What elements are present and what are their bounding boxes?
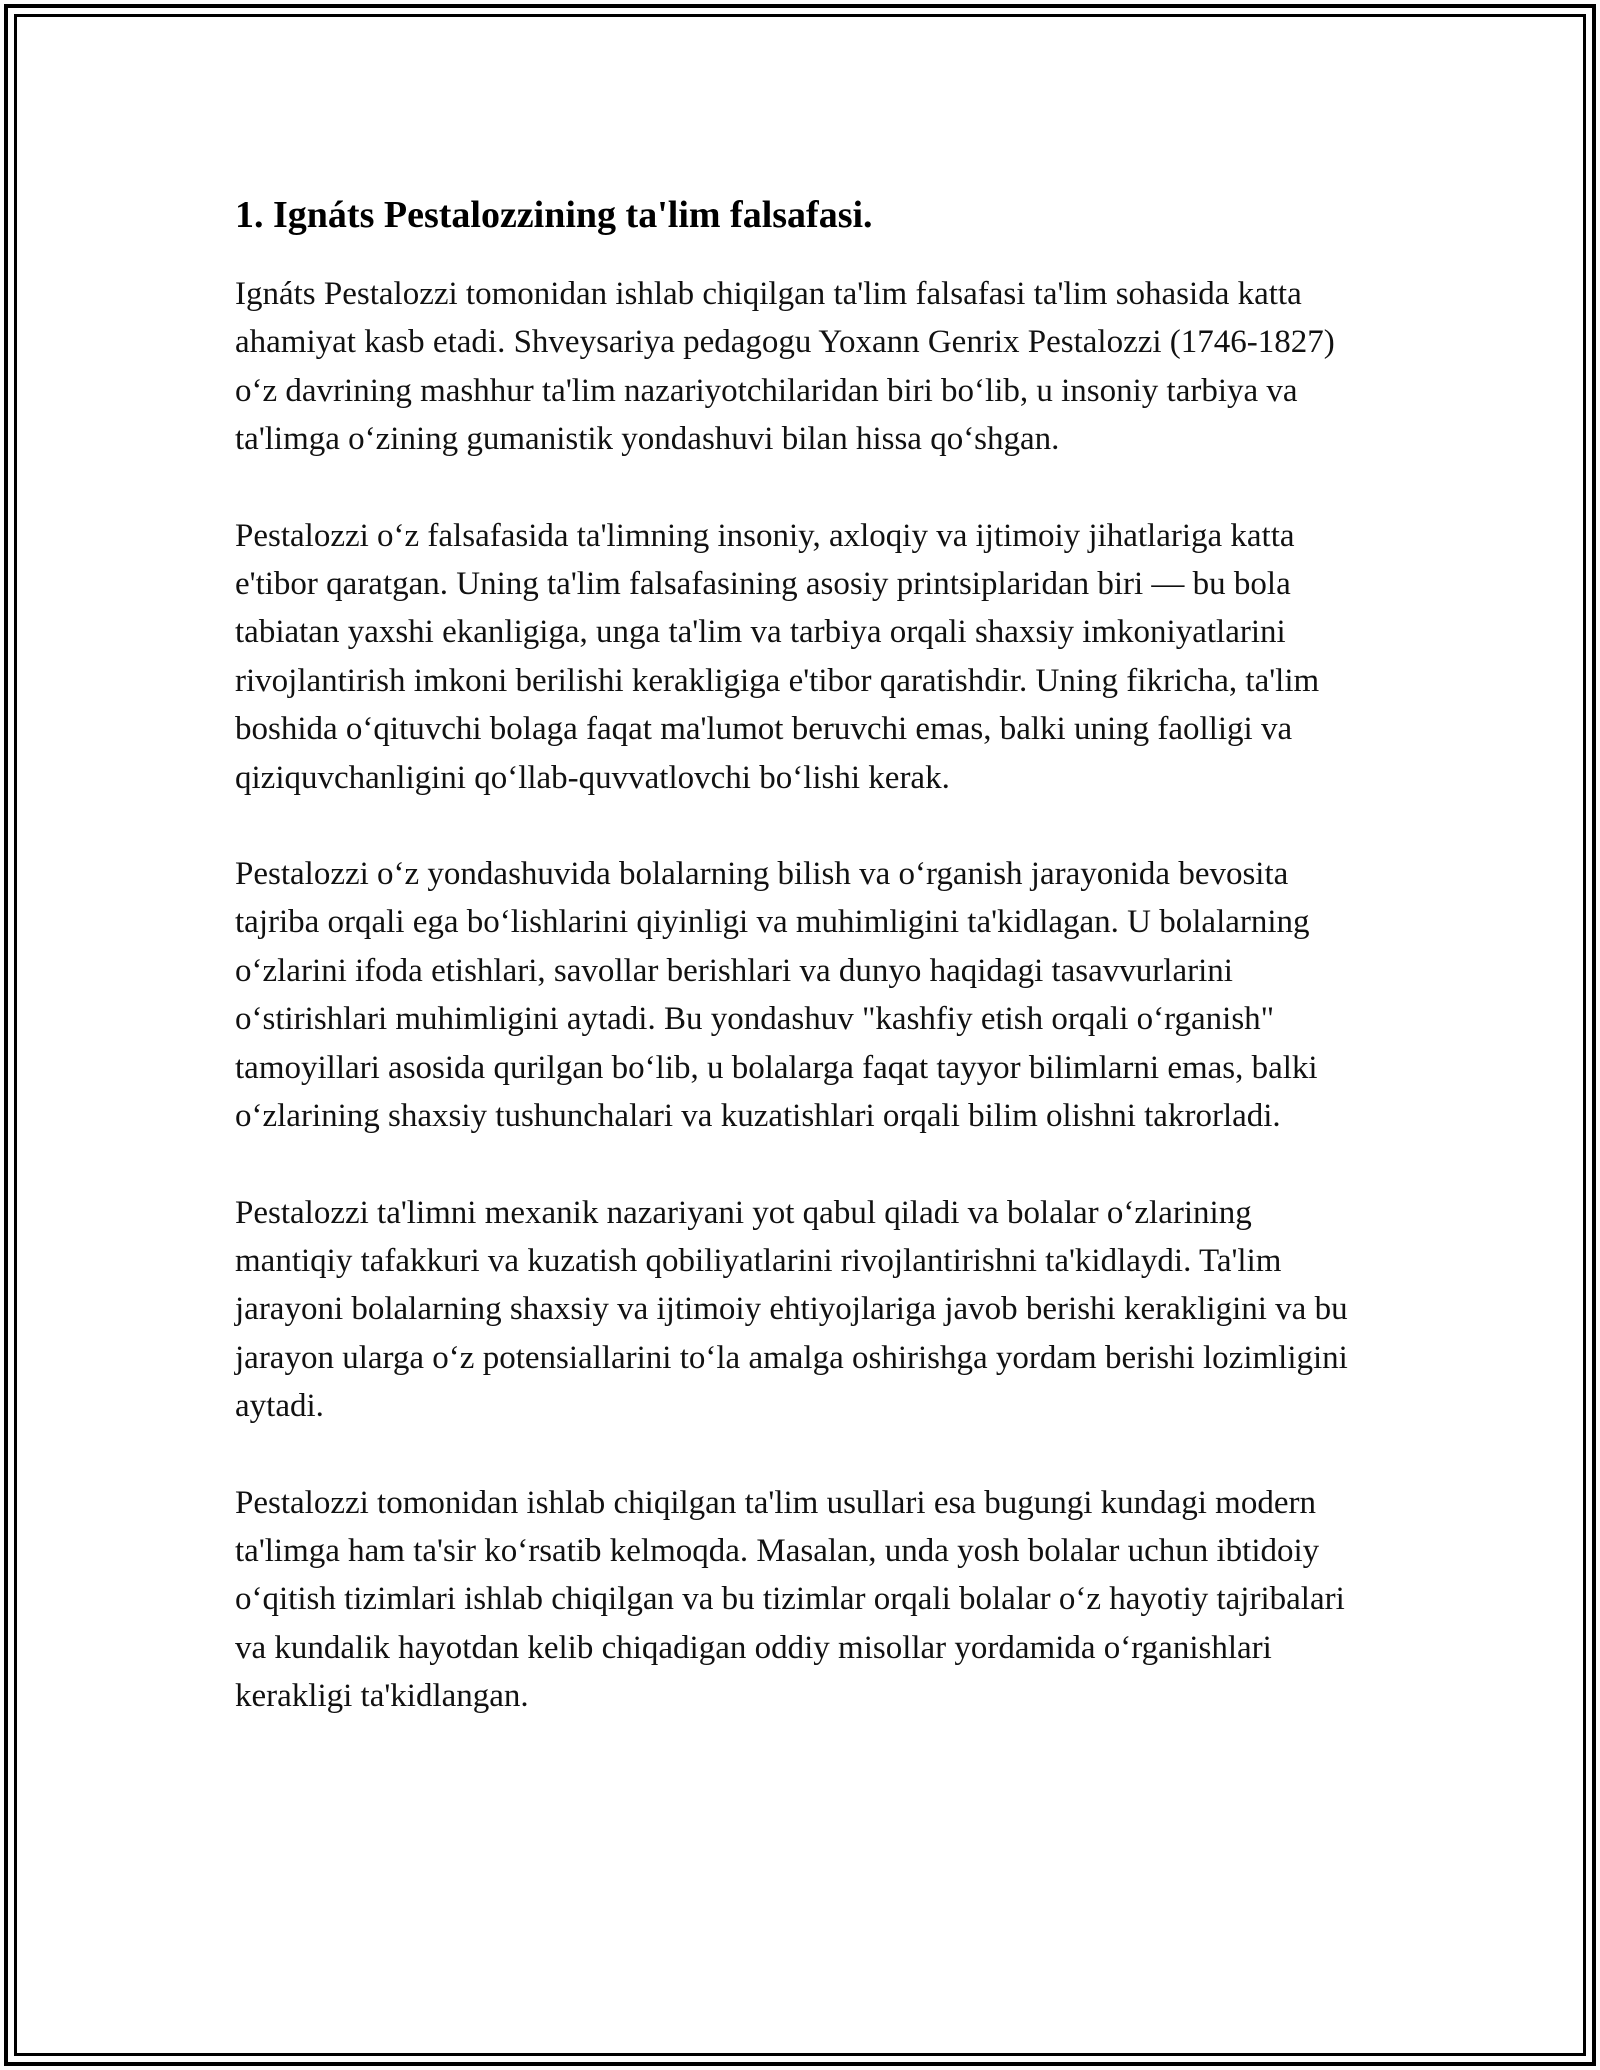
paragraph-4: Pestalozzi ta'limni mexanik nazariyani yot qabul qiladi va bolalar o‘zlarining mantiqiy tafakkuri va kuzatish qobiliyatlarini rivojlantirishni ta'kidlaydi. Ta'lim jarayoni bolalarning shaxsiy va ijtimoiy ehtiyojlariga javob berishi kerakligini va bu jarayon ularga o‘z potensiallarini to‘la amalga oshirishga yordam berishi lozimligini aytadi. — [235, 1194, 1348, 1425]
paragraph-3: Pestalozzi o‘z yondashuvida bolalarning bilish va o‘rganish jarayonida bevosita tajriba orqali ega bo‘lishlarini qiyinligi va muhimligini ta'kidlagan. U bolalarning o‘zlarini ifoda etishlari, savollar berishlari va dunyo haqidagi tasavvurlarini o‘stirishlari muhimligini aytadi. Bu yondashuv "kashfiy etish orqali o‘rganish" tamoyillari asosida qurilgan bo‘lib, u bolalarga faqat tayyor bilimlarni emas, balki o‘zlarining shaxsiy tushunchalari va kuzatishlari orqali bilim olishni takrorladi. — [235, 856, 1318, 1135]
document-title: 1. Ignáts Pestalozzining ta'lim falsafasi. — [235, 194, 873, 236]
paragraph-5: Pestalozzi tomonidan ishlab chiqilgan ta'lim usullari esa bugungi kundagi modern ta'limga ham ta'sir ko‘rsatib kelmoqda. Masalan, unda yosh bolalar uchun ibtidoiy o‘qitish tizimlari ishlab chiqilgan va bu tizimlar orqali bolalar o‘z hayotiy tajribalari va kundalik hayotdan kelib chiqadigan oddiy misollar yordamida o‘rganishlari kerakligi ta'kidlangan. — [235, 1484, 1345, 1715]
paragraph-1: Ignáts Pestalozzi tomonidan ishlab chiqilgan ta'lim falsafasi ta'lim sohasida katta ahamiyat kasb etadi. Shveysariya pedagogu Yoxann Genrix Pestalozzi (1746-1827) o‘z davrining mashhur ta'lim nazariyotchilaridan biri bo‘lib, u insoniy tarbiya va ta'limga o‘zining gumanistik yondashuvi bilan hissa qo‘shgan. — [235, 276, 1335, 458]
document-body — [235, 186, 1375, 1769]
paragraph-2: Pestalozzi o‘z falsafasida ta'limning insoniy, axloqiy va ijtimoiy jihatlariga katta e'tibor qaratgan. Uning ta'lim falsafasining asosiy printsiplaridan biri — bu bola tabiatan yaxshi ekanligiga, unga ta'lim va tarbiya orqali shaxsiy imkoniyatlarini rivojlantirish imkoni berilishi kerakligiga e'tibor qaratishdir. Uning fikricha, ta'lim boshida o‘qituvchi bolaga faqat ma'lumot beruvchi emas, balki uning faolligi va qiziquvchanligini qo‘llab-quvvatlovchi bo‘lishi kerak. — [235, 517, 1320, 796]
